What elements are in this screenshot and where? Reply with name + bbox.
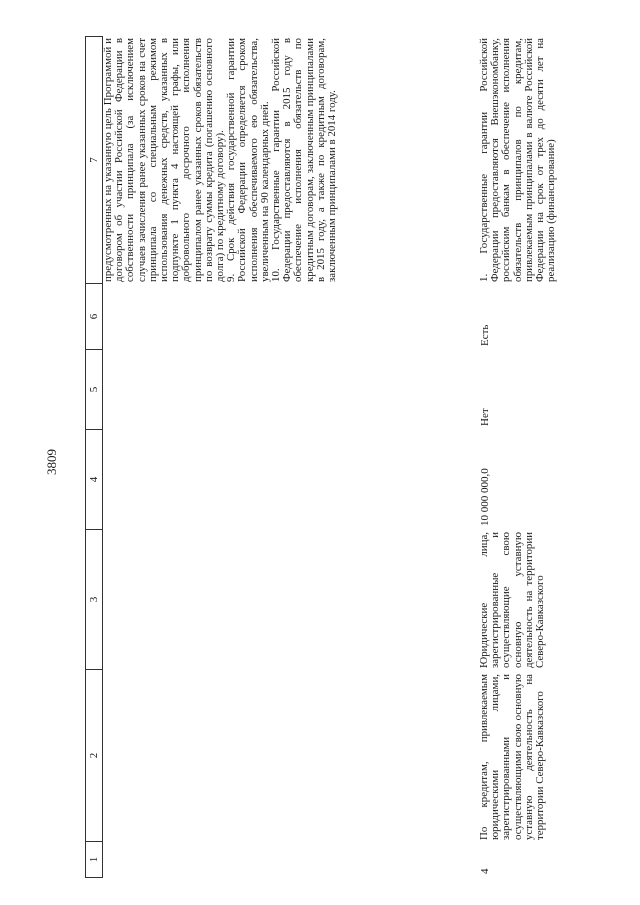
row-col2-purpose: По кредитам, привлекаемым юридическими лицами, зарегистрированными и осуществляющими свою основную уставную деятельность на территории Северо-Кавказского	[478, 674, 547, 840]
continuation-paragraph: 9. Срок действия государственной гарантии Российской Федерации определяется сроком исполнения обеспечиваемого ею обязательства, увеличенным на 90 календарных дней.	[225, 38, 271, 282]
continuation-col7	[103, 38, 338, 282]
row-col4-amount: 10 000 000,0	[479, 468, 491, 526]
header-col-2: 2	[86, 670, 102, 842]
row-col6-value: Есть	[479, 324, 491, 346]
header-col-1: 1	[86, 842, 102, 878]
header-col-7: 7	[86, 36, 102, 284]
table-header	[85, 36, 103, 878]
header-col-5: 5	[86, 350, 102, 430]
header-col-6: 6	[86, 284, 102, 350]
row-col3-principals: Юридические лица, зарегистрированные и осуществляющие свою основную уставную деятельность на территории Северо-Кавказского	[478, 532, 547, 668]
row-col7-conditions: 1. Государственные гарантии Российской Федерации предоставляются Внешэкономбанку, российским банкам в обеспечение исполнения обязательств принципалов по кредитам, привлекаемым принципалами в валюте Российской Федерации на срок от трех до десяти лет на реализацию (финансирование)	[478, 38, 558, 282]
page-number: 3809	[44, 449, 59, 475]
continuation-paragraph: 10. Государственные гарантии Российской Федерации предоставляются в 2015 году в обеспечение исполнения обязательств по кредитным договорам, заключенным принципалами в 2015 году, а также по кредитным договорам, заключенным принципалами в 2014 году.	[270, 38, 339, 282]
row-number: 4	[479, 868, 491, 874]
continuation-paragraph: предусмотренных на указанную цель Программой и договором об участии Российской Федерации в собственности принципала (за исключением случаев зачисления ранее указанных сроков на счет принципала со специальным режимом использования денежных средств, указанных в подпункте 1 пункта 4 настоящей графы, или добровольного досрочного исполнения принципалом ранее указанных сроков обязательств по возврату суммы кредита (погашению основного долга) по кредитному договору).	[102, 38, 227, 282]
row-col5-value: Нет	[479, 408, 491, 426]
rotated-table	[85, 36, 638, 878]
header-col-3: 3	[86, 530, 102, 670]
header-col-4: 4	[86, 430, 102, 530]
